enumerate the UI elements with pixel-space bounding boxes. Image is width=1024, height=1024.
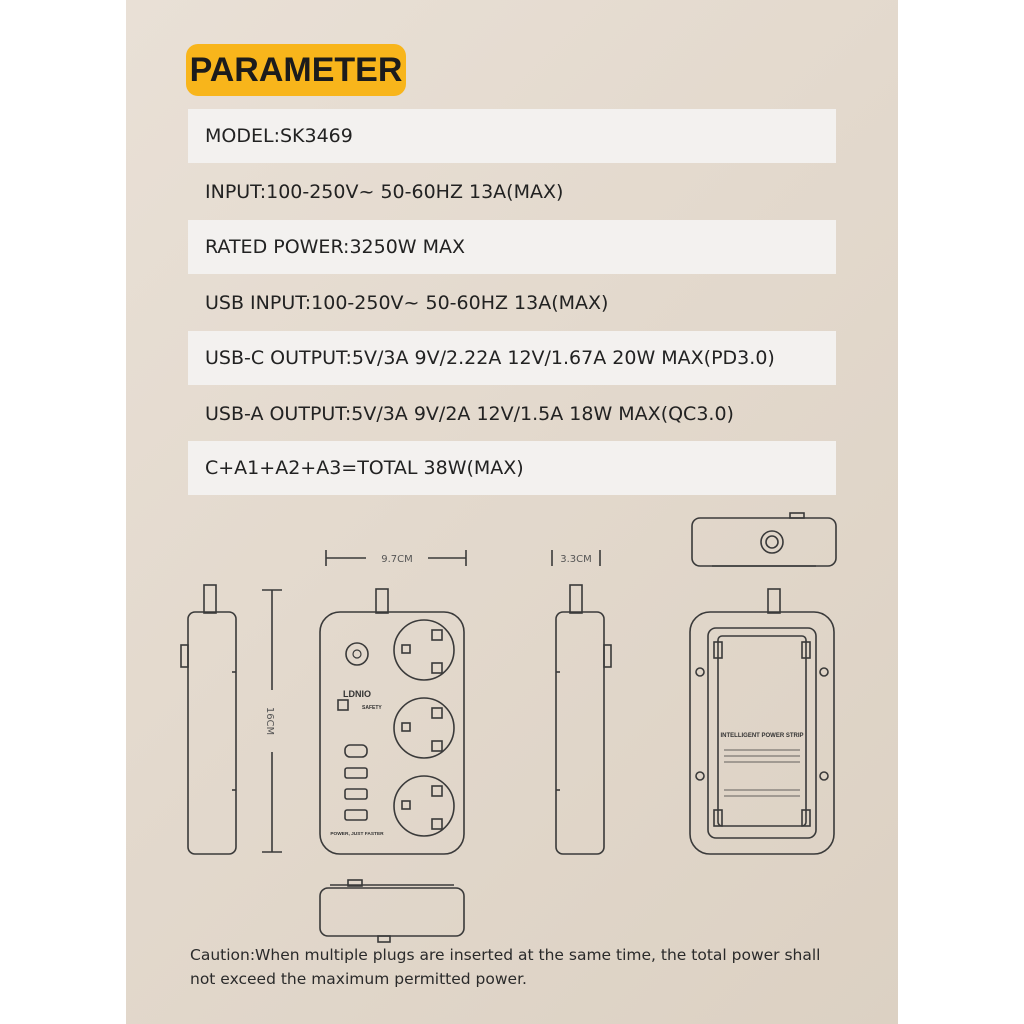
front-view xyxy=(320,589,464,854)
width-label: 9.7CM xyxy=(381,554,413,565)
param-text: USB INPUT:100-250V~ 50-60HZ 13A(MAX) xyxy=(205,292,609,314)
param-text: MODEL:SK3469 xyxy=(205,125,353,147)
bottom-view xyxy=(320,880,464,942)
side-view-left xyxy=(181,585,236,854)
brand-logo-text: LDNIO xyxy=(343,689,371,699)
back-title-label: INTELLIGENT POWER STRIP xyxy=(720,733,804,739)
safety-label: SAFETY xyxy=(362,705,382,711)
param-text: INPUT:100-250V~ 50-60HZ 13A(MAX) xyxy=(205,181,564,203)
tagline-label: POWER, JUST FASTER xyxy=(330,832,384,837)
top-view xyxy=(692,513,836,566)
height-label: 16CM xyxy=(264,706,275,736)
param-text: USB-C OUTPUT:5V/3A 9V/2.22A 12V/1.67A 20W MAX(PD3.0) xyxy=(205,347,775,369)
parameter-title: PARAMETER xyxy=(189,50,403,89)
back-view xyxy=(690,589,834,854)
side-view-right xyxy=(556,585,611,854)
param-text: USB-A OUTPUT:5V/3A 9V/2A 12V/1.5A 18W MAX(QC3.0) xyxy=(205,403,734,425)
param-text: C+A1+A2+A3=TOTAL 38W(MAX) xyxy=(205,457,524,479)
param-text: RATED POWER:3250W MAX xyxy=(205,236,466,258)
depth-label: 3.3CM xyxy=(560,554,592,565)
caution-note: Caution:When multiple plugs are inserted at the same time, the total power shall not exceed the maximum permitted power. xyxy=(190,946,821,988)
